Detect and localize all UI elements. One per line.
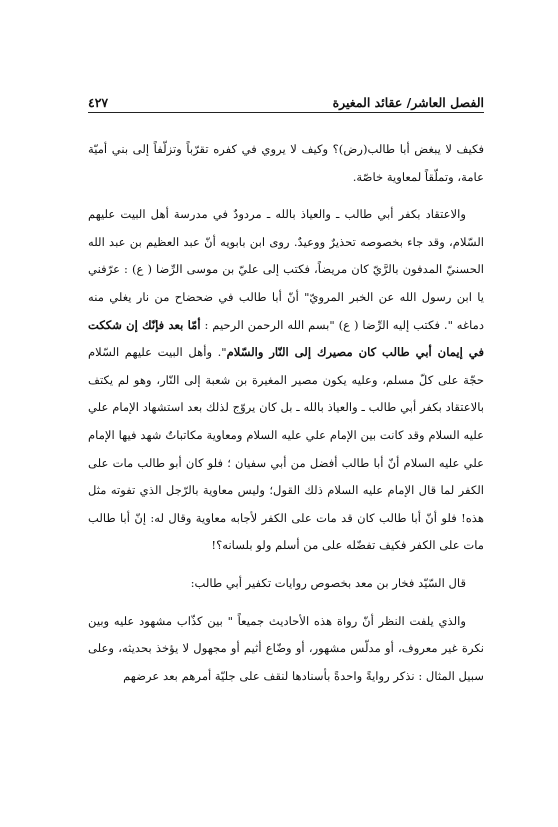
- header-rule: [88, 112, 484, 113]
- paragraph-text: فكيف لا يبغض أبا طالب(رض)؟ وكيف لا يروي في كفره تقرّباً وتزلّفاً إلى بني أميّة عامة، وتملّقاً لمعاوية خاصّة.: [88, 142, 484, 184]
- paragraph: [88, 570, 484, 598]
- chapter-title: الفصل العاشر/ عقائد المغيرة: [332, 95, 484, 110]
- body-text: [88, 136, 484, 700]
- paragraph: [88, 608, 484, 691]
- paragraph: [88, 136, 484, 191]
- page-number: ٤٢٧: [88, 95, 109, 110]
- running-header: [88, 90, 484, 110]
- paragraph-text: والاعتقاد بكفر أبي طالب ـ والعياذ بالله ـ مردودٌ في مدرسة أهل البيت عليهم السّلام، وقد جاء بخصوصه تحذيرٌ ووعيدٌ. روى ابن بابويه أنّ عبد العظيم بن عبد الله الحسنيّ المدفون بالرَّيّ كان مريضاً، فكتب إلى عليّ بن موسى الرِّضا ( ع) : عرّفني يا ابن رسول الله عن الخبر المرويّ" أنّ أبا طالب في ضحضاح من نار يغلي منه دماغه ". فكتب إليه الرِّضا ( ع) "بسم الله الرحمن الرحيم :: [88, 207, 484, 332]
- emphasized-quote: أمّا بعد فإنّك إن شككت في إيمان أبي طالب كان مصيرك إلى النّار والسّلام: [88, 317, 484, 360]
- paragraph-text: ". وأهل البيت عليهم السّلام حجّة على كلّ مسلم، وعليه يكون مصير المغيرة بن شعبة إلى النّار، وهو لم يكتف بالاعتقاد بكفر أبي طالب ـ والعياذ بالله ـ بل كان يروّج لذلك بعد استشهاد الإمام علي عليه السلام وقد كانت بين الإمام علي عليه السلام ومعاوية مكاتباتٌ شهد فيها الإمام علي عليه السلام أنّ أبا طالب أفضل من أبي سفيان ؛ فلو كان أبو طالب مات على الكفر لما قال الإمام عليه السلام ذلك القول؛ وليس معاوية بالرّجل الذي تفوته مثل هذه! فلو أنّ أبا طالب كان قد مات على الكفر لأجابه معاوية وقال له: إنّ أبا طالب مات على الكفر فكيف تفضّله على من أسلم ولو بلسانه؟!: [88, 345, 484, 553]
- paragraph-text: والذي يلفت النظر أنّ رواة هذه الأحاديث جميعاً " بين كذّاب مشهود عليه وبين نكرة غير معروف، أو مدلّس مشهور، أو وضّاع أثيم أو مجهول لا يؤخذ بحديثه، وعلى سبيل المثال : نذكر روايةً واحدةً بأسنادها لنقف على جليّة أمرهم بعد عرضهم: [88, 613, 484, 683]
- paragraph: [88, 201, 484, 560]
- paragraph-text: قال السّيّد فخار بن معد بخصوص روايات تكفير أبي طالب:: [190, 575, 466, 590]
